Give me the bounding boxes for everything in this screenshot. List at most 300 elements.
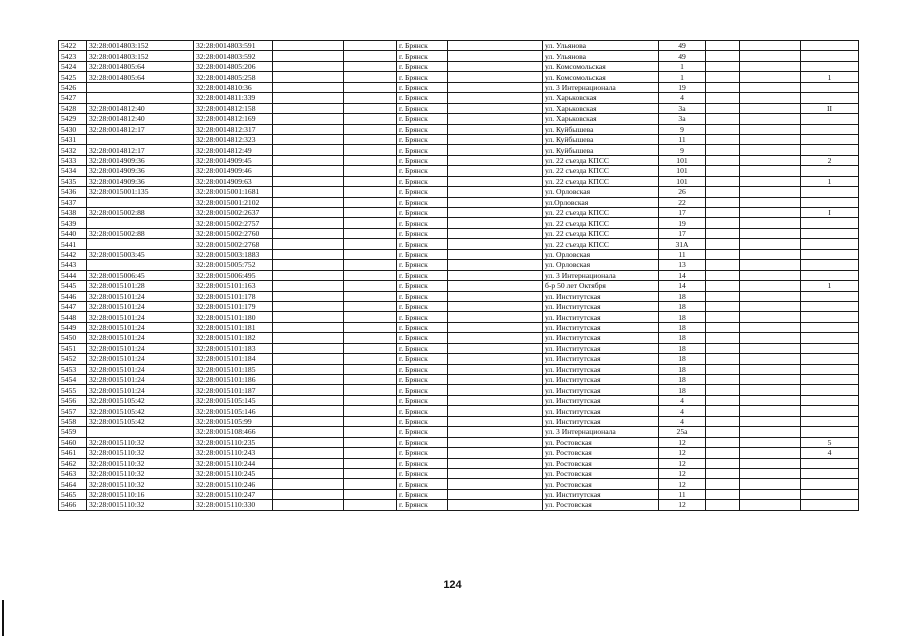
cell-street: ул.Орловская <box>543 197 659 207</box>
cell-parcel-number: 32:28:0015105:42 <box>87 406 194 416</box>
cell-house-number: 18 <box>659 301 706 311</box>
cell-apartment <box>801 406 859 416</box>
table-row <box>59 197 859 207</box>
cell-street: ул. 22 съезда КПСС <box>543 218 659 228</box>
cell-col-7 <box>448 61 543 71</box>
cell-col-7 <box>448 260 543 270</box>
cell-col-10 <box>706 82 740 92</box>
cell-object-number: 32:28:0015105:99 <box>194 416 273 426</box>
cell-apartment <box>801 61 859 71</box>
cell-col-4 <box>273 322 344 332</box>
cell-apartment: II <box>801 103 859 113</box>
cell-row-number: 5465 <box>59 489 87 499</box>
cell-col-11 <box>740 197 801 207</box>
cell-col-7 <box>448 176 543 186</box>
cell-house-number: 18 <box>659 333 706 343</box>
cell-apartment <box>801 166 859 176</box>
cell-apartment <box>801 260 859 270</box>
cell-street: ул. Институтская <box>543 322 659 332</box>
cell-col-5 <box>344 260 397 270</box>
cell-col-7 <box>448 322 543 332</box>
cell-object-number: 32:28:0015101:187 <box>194 385 273 395</box>
cell-parcel-number: 32:28:0015101:24 <box>87 364 194 374</box>
cell-parcel-number: 32:28:0014803:152 <box>87 41 194 51</box>
cell-city: г. Брянск <box>397 249 448 259</box>
cell-city: г. Брянск <box>397 406 448 416</box>
cell-row-number: 5449 <box>59 322 87 332</box>
cell-parcel-number: 32:28:0015110:32 <box>87 500 194 510</box>
cell-col-7 <box>448 291 543 301</box>
cell-col-11 <box>740 155 801 165</box>
cell-col-7 <box>448 103 543 113</box>
cell-col-7 <box>448 145 543 155</box>
cell-col-10 <box>706 103 740 113</box>
cell-street: ул. Харьковская <box>543 93 659 103</box>
cell-city: г. Брянск <box>397 208 448 218</box>
cell-apartment <box>801 228 859 238</box>
cell-col-7 <box>448 270 543 280</box>
cell-row-number: 5466 <box>59 500 87 510</box>
cell-street: ул. Институтская <box>543 343 659 353</box>
cell-row-number: 5429 <box>59 114 87 124</box>
cell-col-5 <box>344 343 397 353</box>
cell-city: г. Брянск <box>397 291 448 301</box>
cell-street: ул. Институтская <box>543 354 659 364</box>
cell-col-4 <box>273 41 344 51</box>
cell-col-7 <box>448 312 543 322</box>
cell-col-4 <box>273 416 344 426</box>
cell-parcel-number: 32:28:0015105:42 <box>87 395 194 405</box>
cell-col-7 <box>448 489 543 499</box>
cell-col-5 <box>344 312 397 322</box>
table-row <box>59 155 859 165</box>
cell-col-4 <box>273 260 344 270</box>
cell-col-11 <box>740 458 801 468</box>
cell-col-10 <box>706 41 740 51</box>
cell-col-11 <box>740 416 801 426</box>
cell-street: ул. Институтская <box>543 489 659 499</box>
cell-row-number: 5447 <box>59 301 87 311</box>
cell-city: г. Брянск <box>397 134 448 144</box>
cell-row-number: 5448 <box>59 312 87 322</box>
cell-col-11 <box>740 395 801 405</box>
cell-street: ул. Харьковская <box>543 103 659 113</box>
cell-house-number: 18 <box>659 343 706 353</box>
table-row <box>59 500 859 510</box>
cell-row-number: 5424 <box>59 61 87 71</box>
cell-col-4 <box>273 249 344 259</box>
cell-row-number: 5454 <box>59 375 87 385</box>
cell-col-10 <box>706 406 740 416</box>
cell-house-number: 18 <box>659 322 706 332</box>
cell-col-10 <box>706 427 740 437</box>
cell-col-11 <box>740 176 801 186</box>
cell-col-11 <box>740 375 801 385</box>
cell-house-number: 12 <box>659 468 706 478</box>
cell-col-5 <box>344 281 397 291</box>
cell-street: ул. Институтская <box>543 364 659 374</box>
cell-street: ул. Ростовская <box>543 448 659 458</box>
cell-col-10 <box>706 385 740 395</box>
cell-apartment <box>801 354 859 364</box>
cell-parcel-number: 32:28:0014909:36 <box>87 166 194 176</box>
cell-object-number: 32:28:0015001:1681 <box>194 187 273 197</box>
cell-object-number: 32:28:0015101:183 <box>194 343 273 353</box>
cell-col-4 <box>273 354 344 364</box>
cell-col-4 <box>273 93 344 103</box>
cell-col-5 <box>344 479 397 489</box>
cell-city: г. Брянск <box>397 437 448 447</box>
cell-house-number: 4 <box>659 93 706 103</box>
cell-col-10 <box>706 208 740 218</box>
cell-col-10 <box>706 448 740 458</box>
cell-object-number: 32:28:0015101:182 <box>194 333 273 343</box>
cell-house-number: 12 <box>659 500 706 510</box>
cell-parcel-number: 32:28:0015101:24 <box>87 291 194 301</box>
cell-col-5 <box>344 448 397 458</box>
cell-col-10 <box>706 187 740 197</box>
cell-city: г. Брянск <box>397 124 448 134</box>
cell-col-11 <box>740 291 801 301</box>
cell-row-number: 5436 <box>59 187 87 197</box>
cell-apartment: I <box>801 208 859 218</box>
cell-parcel-number: 32:28:0014803:152 <box>87 51 194 61</box>
cell-col-4 <box>273 187 344 197</box>
cell-row-number: 5439 <box>59 218 87 228</box>
cell-col-5 <box>344 134 397 144</box>
cell-col-5 <box>344 395 397 405</box>
cell-parcel-number <box>87 93 194 103</box>
cell-col-5 <box>344 114 397 124</box>
cell-house-number: 31А <box>659 239 706 249</box>
cell-street: ул. Институтская <box>543 375 659 385</box>
cell-row-number: 5443 <box>59 260 87 270</box>
cell-apartment <box>801 458 859 468</box>
cell-row-number: 5426 <box>59 82 87 92</box>
table-row <box>59 301 859 311</box>
cell-col-11 <box>740 51 801 61</box>
cell-col-4 <box>273 500 344 510</box>
cell-apartment <box>801 41 859 51</box>
cell-row-number: 5444 <box>59 270 87 280</box>
table-row <box>59 61 859 71</box>
cell-object-number: 32:28:0015105:146 <box>194 406 273 416</box>
cell-col-5 <box>344 145 397 155</box>
cell-apartment <box>801 218 859 228</box>
cell-parcel-number: 32:28:0015101:24 <box>87 343 194 353</box>
cell-col-5 <box>344 458 397 468</box>
cell-col-5 <box>344 270 397 280</box>
cell-city: г. Брянск <box>397 93 448 103</box>
cell-col-4 <box>273 489 344 499</box>
cell-col-10 <box>706 134 740 144</box>
cell-street: ул. Институтская <box>543 385 659 395</box>
cell-apartment <box>801 364 859 374</box>
cell-col-10 <box>706 301 740 311</box>
cell-col-11 <box>740 364 801 374</box>
cell-apartment <box>801 500 859 510</box>
cell-col-10 <box>706 354 740 364</box>
cell-street: ул. Ростовская <box>543 458 659 468</box>
cell-col-7 <box>448 249 543 259</box>
cell-house-number: 4 <box>659 406 706 416</box>
cell-col-7 <box>448 208 543 218</box>
cell-col-5 <box>344 333 397 343</box>
cell-city: г. Брянск <box>397 176 448 186</box>
cell-city: г. Брянск <box>397 114 448 124</box>
cell-col-11 <box>740 166 801 176</box>
cell-city: г. Брянск <box>397 270 448 280</box>
cell-city: г. Брянск <box>397 385 448 395</box>
cell-object-number: 32:28:0014805:206 <box>194 61 273 71</box>
cell-parcel-number: 32:28:0015101:24 <box>87 301 194 311</box>
cell-apartment <box>801 249 859 259</box>
table-row <box>59 134 859 144</box>
cell-object-number: 32:28:0014810:36 <box>194 82 273 92</box>
cell-col-4 <box>273 124 344 134</box>
cell-object-number: 32:28:0014812:317 <box>194 124 273 134</box>
cell-col-7 <box>448 124 543 134</box>
cell-row-number: 5445 <box>59 281 87 291</box>
cell-city: г. Брянск <box>397 281 448 291</box>
cell-col-7 <box>448 479 543 489</box>
cell-city: г. Брянск <box>397 479 448 489</box>
cell-city: г. Брянск <box>397 187 448 197</box>
cell-city: г. Брянск <box>397 82 448 92</box>
cell-col-5 <box>344 41 397 51</box>
cell-city: г. Брянск <box>397 51 448 61</box>
cell-col-5 <box>344 93 397 103</box>
cell-row-number: 5435 <box>59 176 87 186</box>
cell-object-number: 32:28:0015110:243 <box>194 448 273 458</box>
table-row <box>59 458 859 468</box>
cell-col-4 <box>273 82 344 92</box>
cell-row-number: 5459 <box>59 427 87 437</box>
cell-street: ул. 22 съезда КПСС <box>543 176 659 186</box>
cell-col-11 <box>740 479 801 489</box>
cell-col-10 <box>706 51 740 61</box>
cell-col-5 <box>344 187 397 197</box>
cell-col-5 <box>344 61 397 71</box>
cell-parcel-number: 32:28:0015101:24 <box>87 333 194 343</box>
cell-street: ул. Орловская <box>543 260 659 270</box>
cell-row-number: 5460 <box>59 437 87 447</box>
cell-parcel-number: 32:28:0015110:32 <box>87 479 194 489</box>
cell-col-7 <box>448 134 543 144</box>
table-row <box>59 354 859 364</box>
cell-object-number: 32:28:0014805:258 <box>194 72 273 82</box>
cell-parcel-number: 32:28:0015101:28 <box>87 281 194 291</box>
table-row <box>59 103 859 113</box>
cell-object-number: 32:28:0015005:752 <box>194 260 273 270</box>
cell-house-number: 13 <box>659 260 706 270</box>
scan-edge-mark <box>2 600 4 636</box>
cell-city: г. Брянск <box>397 155 448 165</box>
table-row <box>59 187 859 197</box>
cell-house-number: 12 <box>659 479 706 489</box>
cell-col-10 <box>706 468 740 478</box>
cell-city: г. Брянск <box>397 312 448 322</box>
cell-col-4 <box>273 134 344 144</box>
cell-object-number: 32:28:0015101:185 <box>194 364 273 374</box>
cell-col-7 <box>448 187 543 197</box>
cell-house-number: 18 <box>659 385 706 395</box>
cell-house-number: 22 <box>659 197 706 207</box>
cell-col-10 <box>706 197 740 207</box>
cell-house-number: 18 <box>659 312 706 322</box>
cell-col-7 <box>448 166 543 176</box>
cell-street: ул. Ростовская <box>543 500 659 510</box>
cell-col-4 <box>273 72 344 82</box>
cell-col-11 <box>740 249 801 259</box>
cell-col-5 <box>344 427 397 437</box>
cell-street: ул. Комсомольская <box>543 61 659 71</box>
cell-parcel-number: 32:28:0015105:42 <box>87 416 194 426</box>
cell-col-5 <box>344 218 397 228</box>
cell-col-5 <box>344 208 397 218</box>
cell-object-number: 32:28:0014803:592 <box>194 51 273 61</box>
cell-parcel-number: 32:28:0015101:24 <box>87 322 194 332</box>
cell-street: ул. Ульянова <box>543 41 659 51</box>
cell-object-number: 32:28:0015110:330 <box>194 500 273 510</box>
cell-object-number: 32:28:0014812:323 <box>194 134 273 144</box>
cell-col-7 <box>448 155 543 165</box>
cell-parcel-number <box>87 260 194 270</box>
cell-col-5 <box>344 155 397 165</box>
cell-col-11 <box>740 228 801 238</box>
cell-col-7 <box>448 218 543 228</box>
cell-house-number: 49 <box>659 51 706 61</box>
table-row <box>59 239 859 249</box>
cell-object-number: 32:28:0014812:49 <box>194 145 273 155</box>
cell-row-number: 5450 <box>59 333 87 343</box>
cell-apartment <box>801 145 859 155</box>
cell-col-11 <box>740 187 801 197</box>
cell-city: г. Брянск <box>397 197 448 207</box>
cell-col-7 <box>448 448 543 458</box>
cell-parcel-number: 32:28:0015101:24 <box>87 385 194 395</box>
table-row <box>59 145 859 155</box>
cell-col-5 <box>344 489 397 499</box>
cell-row-number: 5458 <box>59 416 87 426</box>
cell-col-10 <box>706 281 740 291</box>
table-row <box>59 375 859 385</box>
cell-col-11 <box>740 145 801 155</box>
cell-col-10 <box>706 176 740 186</box>
cell-col-5 <box>344 72 397 82</box>
cell-col-7 <box>448 228 543 238</box>
cell-col-5 <box>344 385 397 395</box>
cell-object-number: 32:28:0015101:179 <box>194 301 273 311</box>
cell-parcel-number: 32:28:0015002:88 <box>87 228 194 238</box>
cell-street: ул. Харьковская <box>543 114 659 124</box>
cell-col-4 <box>273 448 344 458</box>
table-row <box>59 166 859 176</box>
cell-parcel-number: 32:28:0015110:32 <box>87 458 194 468</box>
table-row <box>59 448 859 458</box>
cell-row-number: 5453 <box>59 364 87 374</box>
cell-city: г. Брянск <box>397 416 448 426</box>
cell-object-number: 32:28:0015110:245 <box>194 468 273 478</box>
cell-parcel-number: 32:28:0015110:16 <box>87 489 194 499</box>
cell-apartment: 1 <box>801 281 859 291</box>
cell-col-10 <box>706 322 740 332</box>
table-row <box>59 416 859 426</box>
cell-parcel-number: 32:28:0014812:17 <box>87 145 194 155</box>
cell-col-7 <box>448 427 543 437</box>
cell-row-number: 5461 <box>59 448 87 458</box>
cell-city: г. Брянск <box>397 375 448 385</box>
cell-col-11 <box>740 103 801 113</box>
cell-house-number: 14 <box>659 281 706 291</box>
cell-col-4 <box>273 145 344 155</box>
cell-row-number: 5425 <box>59 72 87 82</box>
cell-col-4 <box>273 479 344 489</box>
cell-col-7 <box>448 395 543 405</box>
cell-city: г. Брянск <box>397 72 448 82</box>
cell-apartment <box>801 312 859 322</box>
cell-street: ул. Ростовская <box>543 437 659 447</box>
table-row <box>59 176 859 186</box>
cell-col-11 <box>740 134 801 144</box>
cell-col-4 <box>273 385 344 395</box>
cell-col-5 <box>344 249 397 259</box>
cell-object-number: 32:28:0015108:466 <box>194 427 273 437</box>
cell-apartment <box>801 416 859 426</box>
table-row <box>59 489 859 499</box>
cell-object-number: 32:28:0014812:169 <box>194 114 273 124</box>
cell-house-number: 12 <box>659 458 706 468</box>
cell-row-number: 5422 <box>59 41 87 51</box>
cell-row-number: 5423 <box>59 51 87 61</box>
cell-col-4 <box>273 228 344 238</box>
table-row <box>59 218 859 228</box>
cell-col-5 <box>344 176 397 186</box>
cell-col-4 <box>273 333 344 343</box>
cell-col-10 <box>706 218 740 228</box>
cell-col-5 <box>344 437 397 447</box>
cell-parcel-number: 32:28:0015110:32 <box>87 468 194 478</box>
cell-house-number: 1 <box>659 61 706 71</box>
cell-house-number: 26 <box>659 187 706 197</box>
cell-street: ул. 22 съезда КПСС <box>543 208 659 218</box>
cell-apartment: 2 <box>801 155 859 165</box>
cell-apartment: 1 <box>801 72 859 82</box>
cell-col-10 <box>706 312 740 322</box>
cell-parcel-number <box>87 82 194 92</box>
page-number: 124 <box>443 579 462 591</box>
cell-col-10 <box>706 61 740 71</box>
cell-col-7 <box>448 343 543 353</box>
cell-house-number: 101 <box>659 166 706 176</box>
cell-col-5 <box>344 301 397 311</box>
cell-col-4 <box>273 103 344 113</box>
cell-street: ул. Институтская <box>543 333 659 343</box>
cell-object-number: 32:28:0014909:63 <box>194 176 273 186</box>
cell-col-5 <box>344 82 397 92</box>
cell-col-5 <box>344 322 397 332</box>
cell-parcel-number: 32:28:0014805:64 <box>87 61 194 71</box>
cell-house-number: 18 <box>659 354 706 364</box>
cell-col-7 <box>448 437 543 447</box>
cell-object-number: 32:28:0014811:339 <box>194 93 273 103</box>
cell-object-number: 32:28:0014803:591 <box>194 41 273 51</box>
cell-house-number: 3а <box>659 103 706 113</box>
table-row <box>59 291 859 301</box>
cell-parcel-number: 32:28:0015110:32 <box>87 437 194 447</box>
cell-col-11 <box>740 343 801 353</box>
cell-col-10 <box>706 458 740 468</box>
